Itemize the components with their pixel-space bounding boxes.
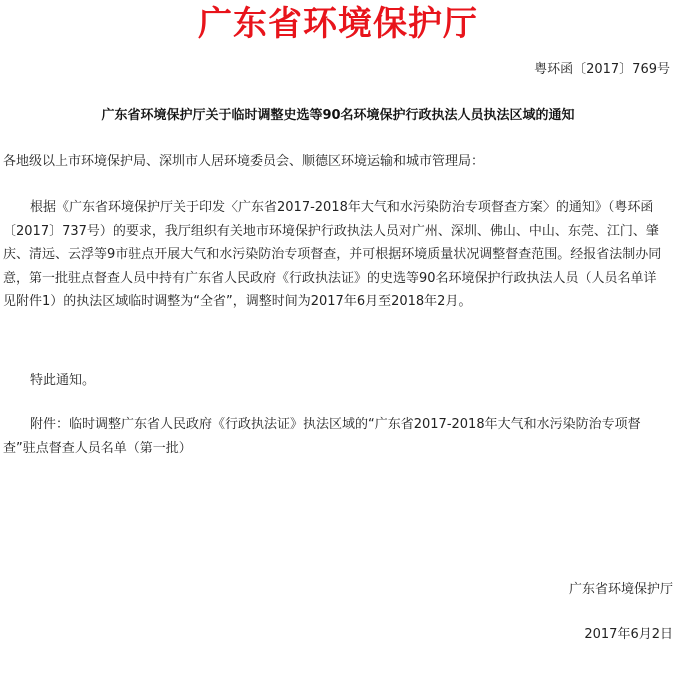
addressee-line: 各地级以上市环境保护局、深圳市人居环境委员会、顺德区环境运输和城市管理局： — [3, 154, 485, 169]
masthead-title: 广东省环境保护厅 — [198, 4, 478, 44]
document-number: 粤环函〔2017〕769号 — [534, 62, 670, 77]
signature-issuer: 广东省环境保护厅 — [568, 582, 673, 597]
body-paragraph: 根据《广东省环境保护厅关于印发〈广东省2017-2018年大气和水污染防治专项督查方案〉的通知》（粤环函〔2017〕737号）的要求，我厅组织有关地市环境保护行政执法人员对广州、深圳、佛山、中山、东莞、江门、肇庆、清远、云浮等9市驻点开展大气和水污染防治专项督查，并可根据环境质量状况调整督查范围。经报省法制办同意，第一批驻点督查人员中持有广东省人民政府《行政执法证》的史选等90名环境保护行政执法人员（人员名单详见附件1）的执法区域临时调整为“全省”，调整时间为2017年6月至2018年2月。 — [3, 200, 662, 309]
issue-date: 2017年6月2日 — [584, 627, 673, 642]
notice-paragraph: 特此通知。 — [30, 373, 96, 388]
attachment-paragraph: 附件：临时调整广东省人民政府《行政执法证》执法区域的“广东省2017-2018年大气和水污染防治专项督查”驻点督查人员名单（第一批） — [3, 417, 641, 456]
document-title: 广东省环境保护厅关于临时调整史选等90名环境保护行政执法人员执法区域的通知 — [101, 108, 575, 123]
